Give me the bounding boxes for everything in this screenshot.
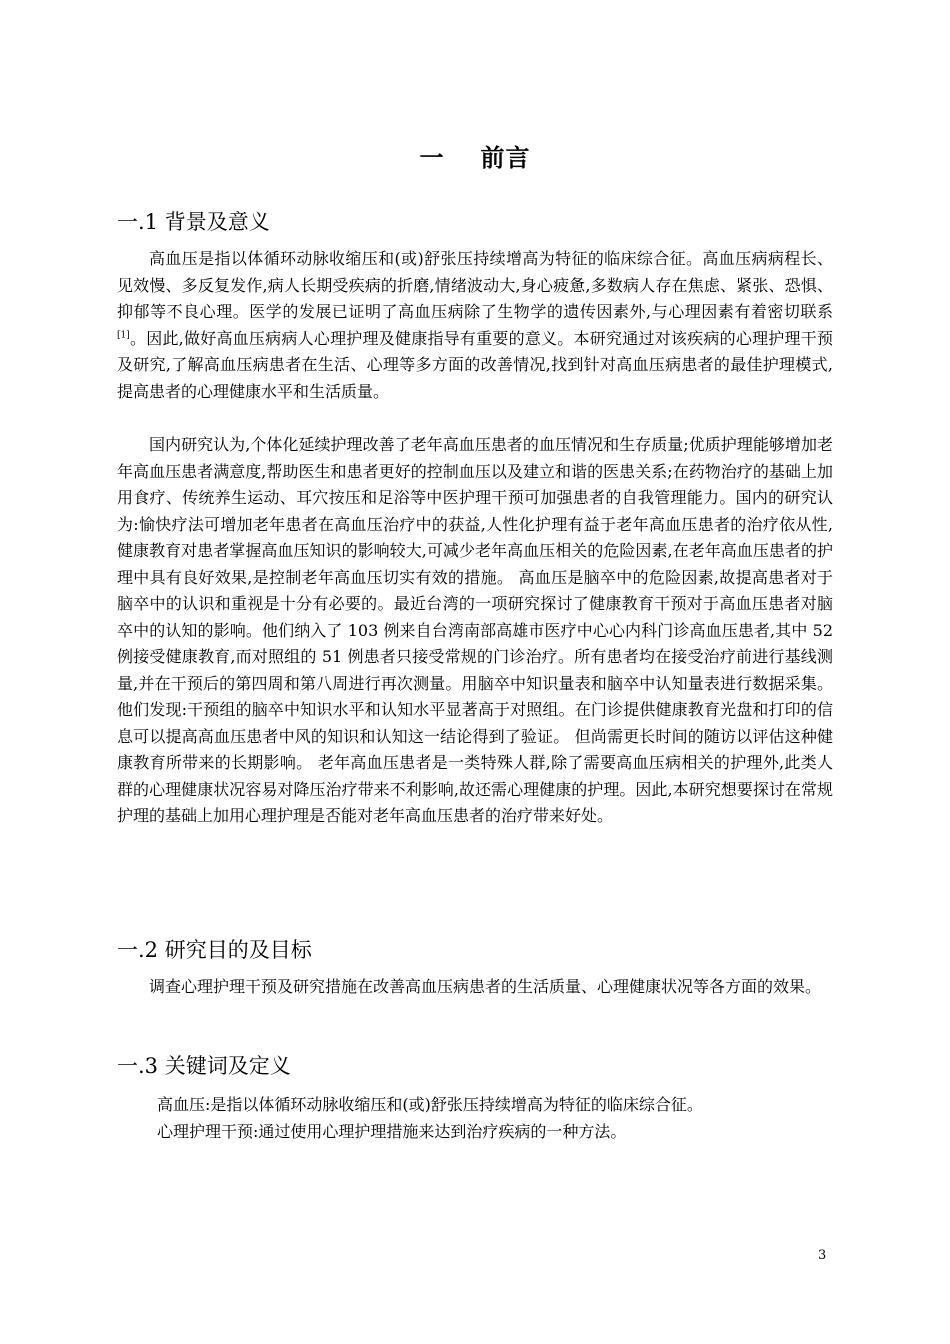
section-heading-keywords: 一.3 关键词及定义 (117, 1054, 291, 1078)
definition-hypertension: 高血压:是指以体循环动脉收缩压和(或)舒张压持续增高为特征的临床综合征。 (157, 1095, 703, 1114)
section-heading-objectives: 一.2 研究目的及目标 (117, 938, 312, 962)
chapter-number: 一 (419, 143, 445, 172)
definition-psych-nursing: 心理护理干预:通过使用心理护理措施来达到治疗疾病的一种方法。 (157, 1122, 627, 1141)
paragraph-background-1: 高血压是指以体循环动脉收缩压和(或)舒张压持续增高为特征的临床综合征。高血压病病程长、见效慢、多反复发作,病人长期受疾病的折磨,情绪波动大,身心疲惫,多数病人存在焦虑、紧张、恐惧、抑郁等不良心理。医学的发展已证明了高血压病除了生物学的遗传因素外,与心理因素有着密切联系[1]。因此,做好高血压病病人心理护理及健康指导有重要的意义。本研究通过对该疾病的心理护理干预及研究,了解高血压病患者在生活、心理等多方面的改善情况,找到针对高血压病患者的最佳护理模式,提高患者的心理健康水平和生活质量。 (117, 249, 833, 401)
paragraph-objectives: 调查心理护理干预及研究措施在改善高血压病患者的生活质量、心理健康状况等各方面的效果。 (149, 977, 822, 996)
section-heading-background: 一.1 背景及意义 (117, 210, 270, 234)
chapter-title-text: 前言 (480, 143, 531, 172)
chapter-title (0, 138, 950, 173)
page-number: 3 (818, 1248, 827, 1263)
paragraph-background-2: 国内研究认为,个体化延续护理改善了老年高血压患者的血压情况和生存质量;优质护理能够增加老年高血压患者满意度,帮助医生和患者更好的控制血压以及建立和谐的医患关系;在药物治疗的基础上加用食疗、传统养生运动、耳穴按压和足浴等中医护理干预可加强患者的自我管理能力。国内的研究认为:愉快疗法可增加老年患者在高血压治疗中的获益,人性化护理有益于老年高血压患者的治疗依从性,健康教育对患者掌握高血压知识的影响较大,可减少老年高血压相关的危险因素,在老年高血压患者的护理中具有良好效果,是控制老年高血压切实有效的措施。 高血压是脑卒中的危险因素,故提高患者对于脑卒中的认识和重视是十分有必要的。最近台湾的一项研究探讨了健康教育干预对于高血压患者对脑卒中的认知的影响。他们纳入了 103 例来自台湾南部高雄市医疗中心心内科门诊高血压患者,其中 52 例接受健康教育,而对照组的 51 例患者只接受常规的门诊治疗。所有患者均在接受治疗前进行基线测量,并在干预后的第四周和第八周进行再次测量。用脑卒中知识量表和脑卒中认知量表进行数据采集。他们发现:干预组的脑卒中知识水平和认知水平显著高于对照组。在门诊提供健康教育光盘和打印的信息可以提高高血压患者中风的知识和认知这一结论得到了验证。 但尚需更长时间的随访以评估这种健康教育所带来的长期影响。 老年高血压患者是一类特殊人群,除了需要高血压病相关的护理外,此类人群的心理健康状况容易对降压治疗带来不利影响,故还需心理健康的护理。因此,本研究想要探讨在常规护理的基础上加用心理护理是否能对老年高血压患者的治疗带来好处。 (117, 435, 833, 825)
citation-ref[interactable]: [1] (117, 330, 130, 341)
